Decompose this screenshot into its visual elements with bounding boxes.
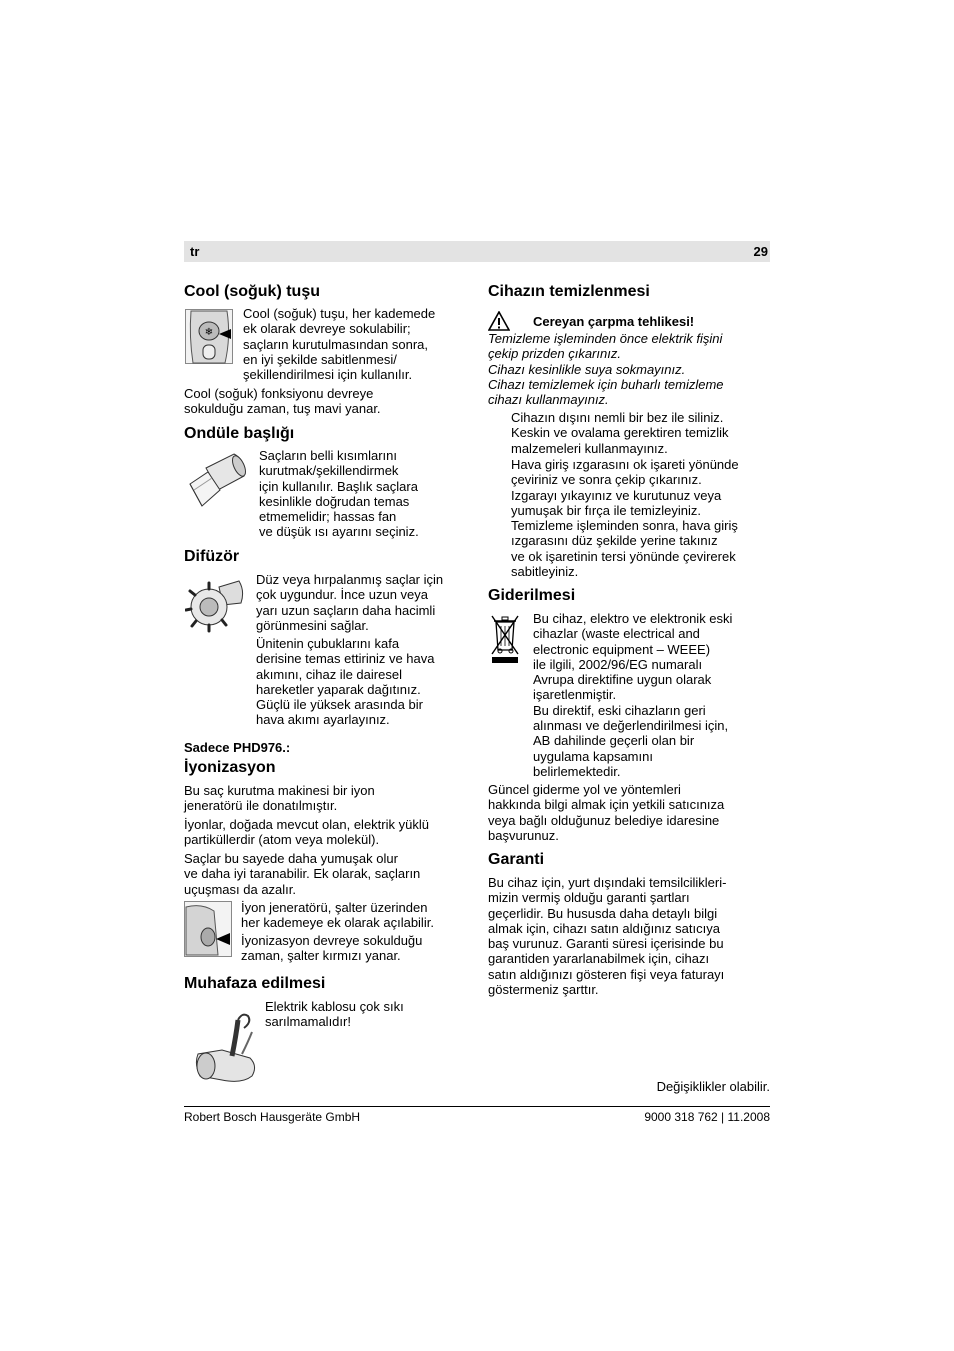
cool-text-2: Cool (soğuk) fonksiyonu devreye sokulduğu zaman, tuş mavi yanar. — [184, 386, 381, 417]
warranty-title: Garanti — [488, 851, 545, 868]
page-header-bar — [184, 241, 770, 262]
language-code: tr — [190, 244, 200, 259]
ondule-text: Saçların belli kısımlarını kurutmak/şekillendirmek için kullanılır. Başlık saçlara kesinlikle doğrudan temas etmemelidir; hassas fan ve düşük ısı ayarını seçiniz. — [259, 448, 419, 540]
difuzor-text-2: Ünitenin çubuklarını kafa derisine temas ettiriniz ve hava akımını, cihaz ile dairesel hareketler yaparak dağıtınız. Güçlü ile yüksek arasında bir hava akımı ayarlayınız. — [256, 636, 435, 728]
cable-storage-illustration — [192, 1006, 260, 1086]
disposal-title: Giderilmesi — [488, 587, 576, 604]
diffuser-illustration — [185, 573, 245, 635]
warranty-text: Bu cihaz için, yurt dışındaki temsilcilikleri- mizin vermiş olduğu garanti şartları geçerlidir. Bu hususda daha detaylı bilgi almak için, cihazı satın aldığınız satıcıya baş vurunuz. Garanti süresi içerisinde bu garantiden yararlanabilmek için, cihazı satın aldığınızı gösteren fişi veya faturayı göstermeniz şarttır. — [488, 875, 727, 998]
cleaning-title: Cihazın temizlenmesi — [488, 283, 650, 300]
difuzor-text-1: Düz veya hırpalanmış saçlar için çok uygundur. İnce uzun veya yarı uzun saçların daha hacimli görünmesini sağlar. — [256, 572, 444, 633]
ion-title: İyonizasyon — [184, 759, 276, 776]
difuzor-title: Difüzör — [184, 548, 240, 565]
svg-text:❄: ❄ — [204, 327, 214, 338]
concentrator-nozzle-illustration — [186, 450, 248, 512]
footer-company: Robert Bosch Hausgeräte GmbH — [184, 1110, 361, 1124]
cleaning-text-1: Cihazın dışını nemli bir bez ile siliniz. Keskin ve ovalama gerektiren temizlik malzemeleri kullanmayınız. — [511, 410, 729, 456]
warning-text: Temizleme işleminden önce elektrik fişini çekip prizden çıkarınız. Cihazı kesinlikle suya sokmayınız. Cihazı temizlemek için buharlı temizleme cihazı kullanmayınız. — [488, 331, 724, 408]
ondule-title: Ondüle başlığı — [184, 425, 295, 442]
storage-title: Muhafaza edilmesi — [184, 975, 326, 992]
ion-text-4: İyon jeneratörü, şalter üzerinden her kademeye ek olarak açılabilir. — [241, 900, 434, 931]
cleaning-text-2: Hava giriş ızgarasını ok işareti yönünde çeviriniz ve sonra çekip çıkarınız. Izgarayı yıkayınız ve kurutunuz veya yumuşak bir fırça ile temizleyiniz. Temizleme işleminden sonra, hava giriş ızgarasını düz şekilde yerine takınız ve ok işaretinin tersi yönünde çevirerek sabitleyiniz. — [511, 457, 739, 580]
ion-text-2: İyonlar, doğada mevcut olan, elektrik yüklü partiküllerdir (atom veya molekül). — [184, 817, 429, 848]
warning-triangle-icon — [488, 311, 510, 331]
ion-text-5: İyonizasyon devreye sokulduğu zaman, şalter kırmızı yanar. — [241, 933, 423, 964]
ion-text-1: Bu saç kurutma makinesi bir iyon jeneratörü ile donatılmıştır. — [184, 783, 375, 814]
cool-title: Cool (soğuk) tuşu — [184, 283, 320, 300]
cool-button-illustration — [185, 309, 233, 364]
changes-note: Değişiklikler olabilir. — [656, 1079, 770, 1094]
page-number: 29 — [753, 244, 768, 259]
footer-docnum: 9000 318 762 | 11.2008 — [644, 1110, 770, 1124]
disposal-text-2: Güncel giderme yol ve yöntemleri hakkında bilgi almak için yetkili satıcınıza veya bağlı olduğunuz belediye idaresine başvurunuz. — [488, 782, 725, 843]
cool-text-1: Cool (soğuk) tuşu, her kademede ek olarak devreye sokulabilir; saçların kurutulmasından sonra, en iyi şekilde sabitlenmesi/ şekillendirilmesi için kullanılır. — [243, 306, 436, 383]
crossed-bin-icon — [489, 612, 521, 664]
ion-text-3: Saçlar bu sayede daha yumuşak olur ve daha iyi taranabilir. Ek olarak, saçların uçuşması da azalır. — [184, 851, 421, 897]
disposal-text-1: Bu cihaz, elektro ve elektronik eski cihazlar (waste electrical and electronic equipment – WEEE) ile ilgili, 2002/96/EG numaralı Avrupa direktifine uygun olarak işaretlenmiştir. Bu direktif, eski cihazların geri alınması ve değerlendirilmesi için, AB dahilinde geçerli olan bir uygulama kapsamını belirlemektedir. — [533, 611, 733, 779]
ion-switch-illustration — [184, 901, 232, 957]
warning-title: Cereyan çarpma tehlikesi! — [533, 314, 695, 329]
ion-model-note: Sadece PHD976.: — [184, 740, 291, 755]
storage-text: Elektrik kablosu çok sıkı sarılmamalıdır! — [265, 999, 404, 1030]
footer-rule — [184, 1106, 770, 1107]
